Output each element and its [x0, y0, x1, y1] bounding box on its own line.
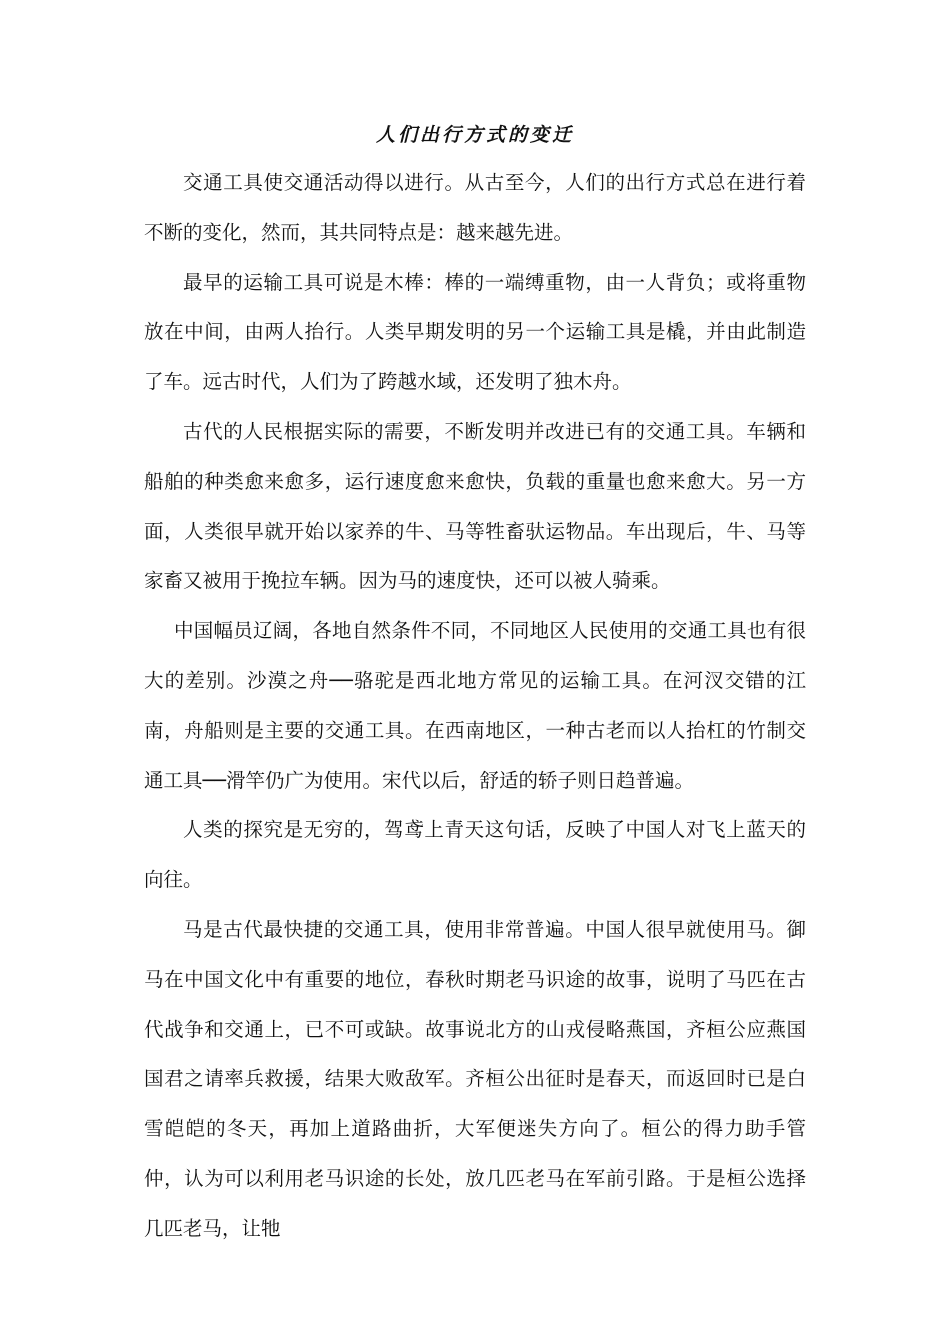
paragraph-3: 古代的人民根据实际的需要，不断发明并改进已有的交通工具。车辆和船舶的种类愈来愈多，运行速度愈来愈快，负载的重量也愈来愈大。另一方面，人类很早就开始以家养的牛、马等牲畜驮运物品。车出现后，牛、马等家畜又被用于挽拉车辆。因为马的速度快，还可以被人骑乘。	[144, 419, 806, 593]
paragraph-4: 中国幅员辽阔，各地自然条件不同，不同地区人民使用的交通工具也有很大的差别。沙漠之舟──骆驼是西北地方常见的运输工具。在河汊交错的江南，舟船则是主要的交通工具。在西南地区，一种古老而以人抬杠的竹制交通工具──滑竿仍广为使用。宋代以后，舒适的轿子则日趋普遍。	[144, 619, 806, 792]
document-title: 人们出行方式的变迁	[375, 124, 574, 146]
paragraph-2: 最早的运输工具可说是木棒：棒的一端缚重物，由一人背负；或将重物放在中间，由两人抬行。人类早期发明的另一个运输工具是橇，并由此制造了车。远古时代，人们为了跨越水域，还发明了独木舟。	[144, 270, 806, 394]
paragraph-1: 交通工具使交通活动得以进行。从古至今，人们的出行方式总在进行着不断的变化，然而，其共同特点是：越来越先进。	[144, 171, 806, 244]
paragraph-5: 人类的探究是无穷的，驾鸢上青天这句话，反映了中国人对飞上蓝天的向往。	[144, 818, 806, 892]
paragraph-6: 马是古代最快捷的交通工具，使用非常普遍。中国人很早就使用马。御马在中国文化中有重要的地位，春秋时期老马识途的故事，说明了马匹在古代战争和交通上，已不可或缺。故事说北方的山戎侵略燕国，齐桓公应燕国国君之请率兵救援，结果大败敌军。齐桓公出征时是春天，而返回时已是白雪皑皑的冬天，再加上道路曲折，大军便迷失方向了。桓公的得力助手管仲，认为可以利用老马识途的长处，放几匹老马在军前引路。于是桓公选择几匹老马，让牠	[144, 917, 806, 1240]
document-body	[144, 158, 806, 1254]
